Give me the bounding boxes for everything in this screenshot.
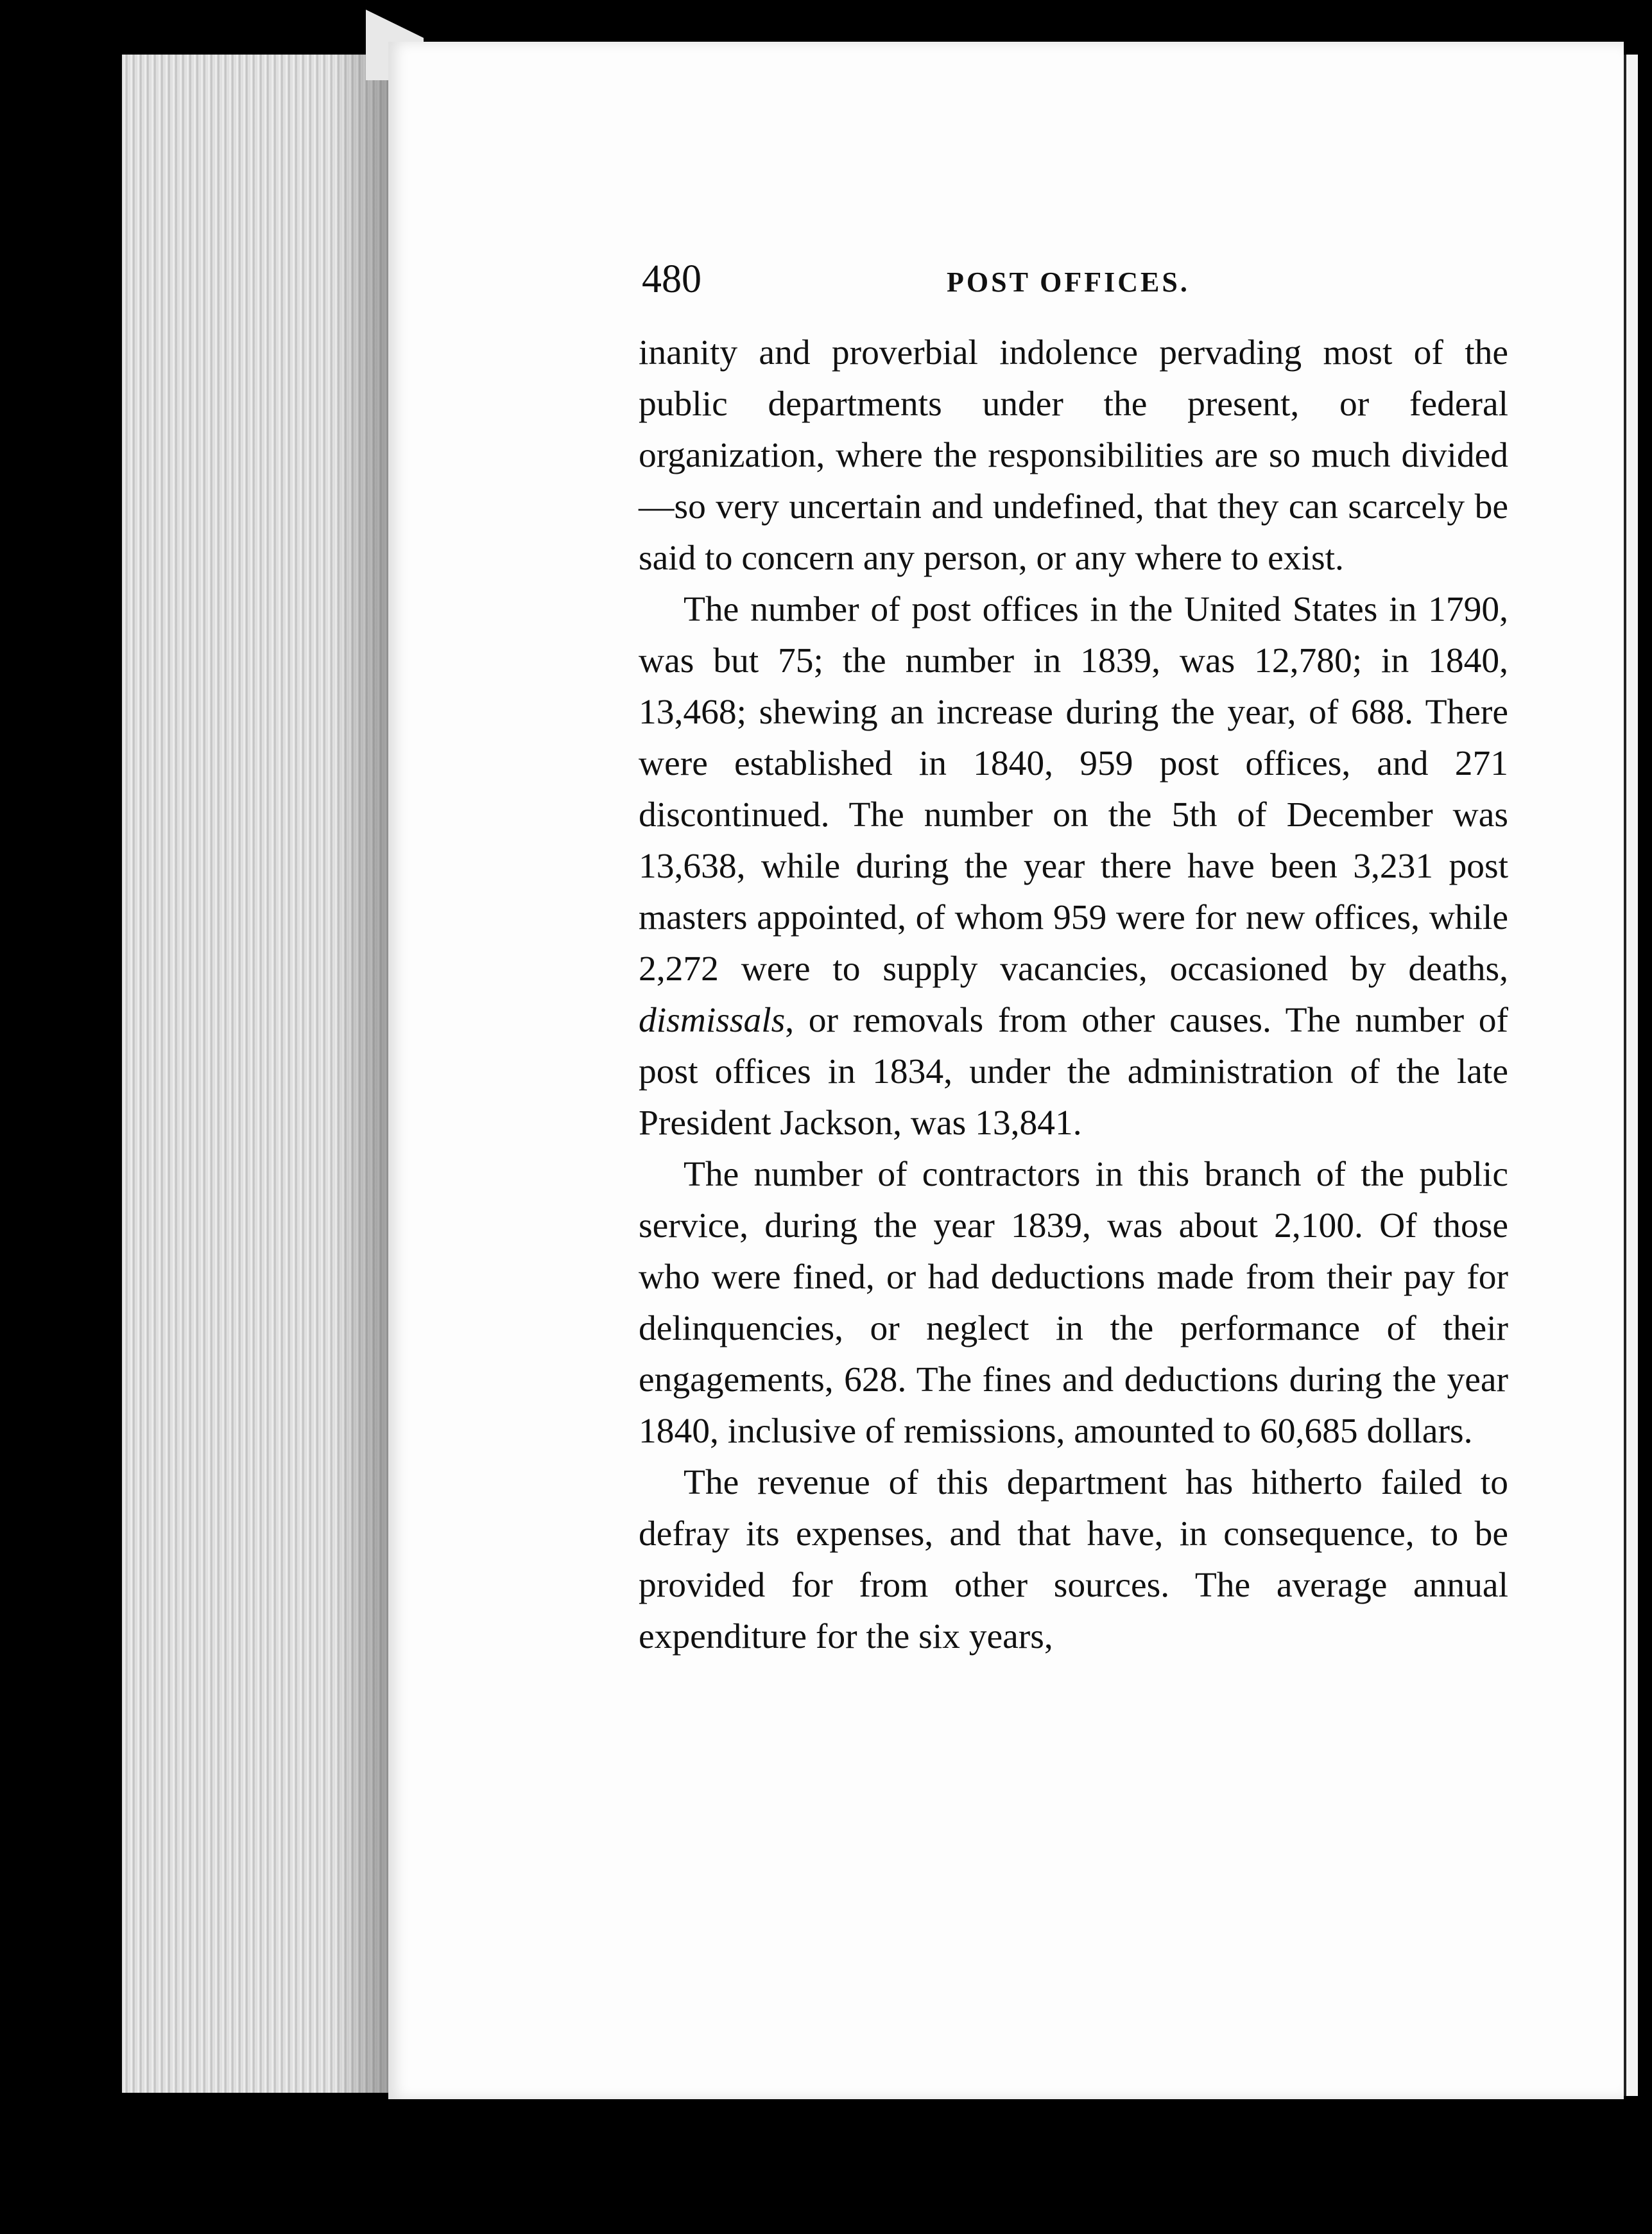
paragraph-text: The number of post offices in the United States in 1790, was but 75; the number in 1839, was 12,780; in 1840, 13,468; shewing an increase during the year, of 688. There were established in 1840, 959 post offices, and 271 discontinued. The number on the 5th of December was 13,638, while during the year there have been 3,231 post masters appointed, of whom 959 were for new offices, while 2,272 were to supply vacancies, occasioned by deaths, [639, 590, 1508, 989]
paragraph-contractors [639, 1149, 1508, 1457]
body-text [639, 327, 1508, 1663]
facing-page-edge [1624, 55, 1638, 2096]
paragraph-revenue [639, 1457, 1508, 1663]
running-head [642, 257, 1553, 315]
paragraph-italic-word: dismissals [639, 1001, 786, 1040]
running-title: POST OFFICES. [947, 266, 1190, 298]
paragraph-text-continued: , or removals from other causes. The number of post offices in 1834, under the administration of the late President Jackson, was 13,841. [639, 1001, 1508, 1143]
paragraph-post-offices-count [639, 584, 1508, 1149]
book-page [388, 42, 1624, 2099]
paragraph-text: inanity and proverbial indolence pervading most of the public departments under the present, or federal organization, where the responsibilities are so much divided—so very uncertain and undefined, that they can scarcely be said to concern any person, or any where to exist. [639, 333, 1508, 578]
book-gutter-shadow [334, 55, 391, 2093]
paragraph-text: The number of contractors in this branch of the public service, during the year 1839, was about 2,100. Of those who were fined, or had deductions made from their pay for delinquencies, or neglect in the performance of their engagements, 628. The fines and deductions during the year 1840, inclusive of remissions, amounted to 60,685 dollars. [639, 1155, 1508, 1451]
page-number: 480 [642, 257, 701, 301]
paragraph-continued [639, 327, 1508, 584]
paragraph-text: The revenue of this department has hitherto failed to defray its expenses, and that have, in consequence, to be provided for from other sources. The average annual expenditure for the six years, [639, 1463, 1508, 1656]
